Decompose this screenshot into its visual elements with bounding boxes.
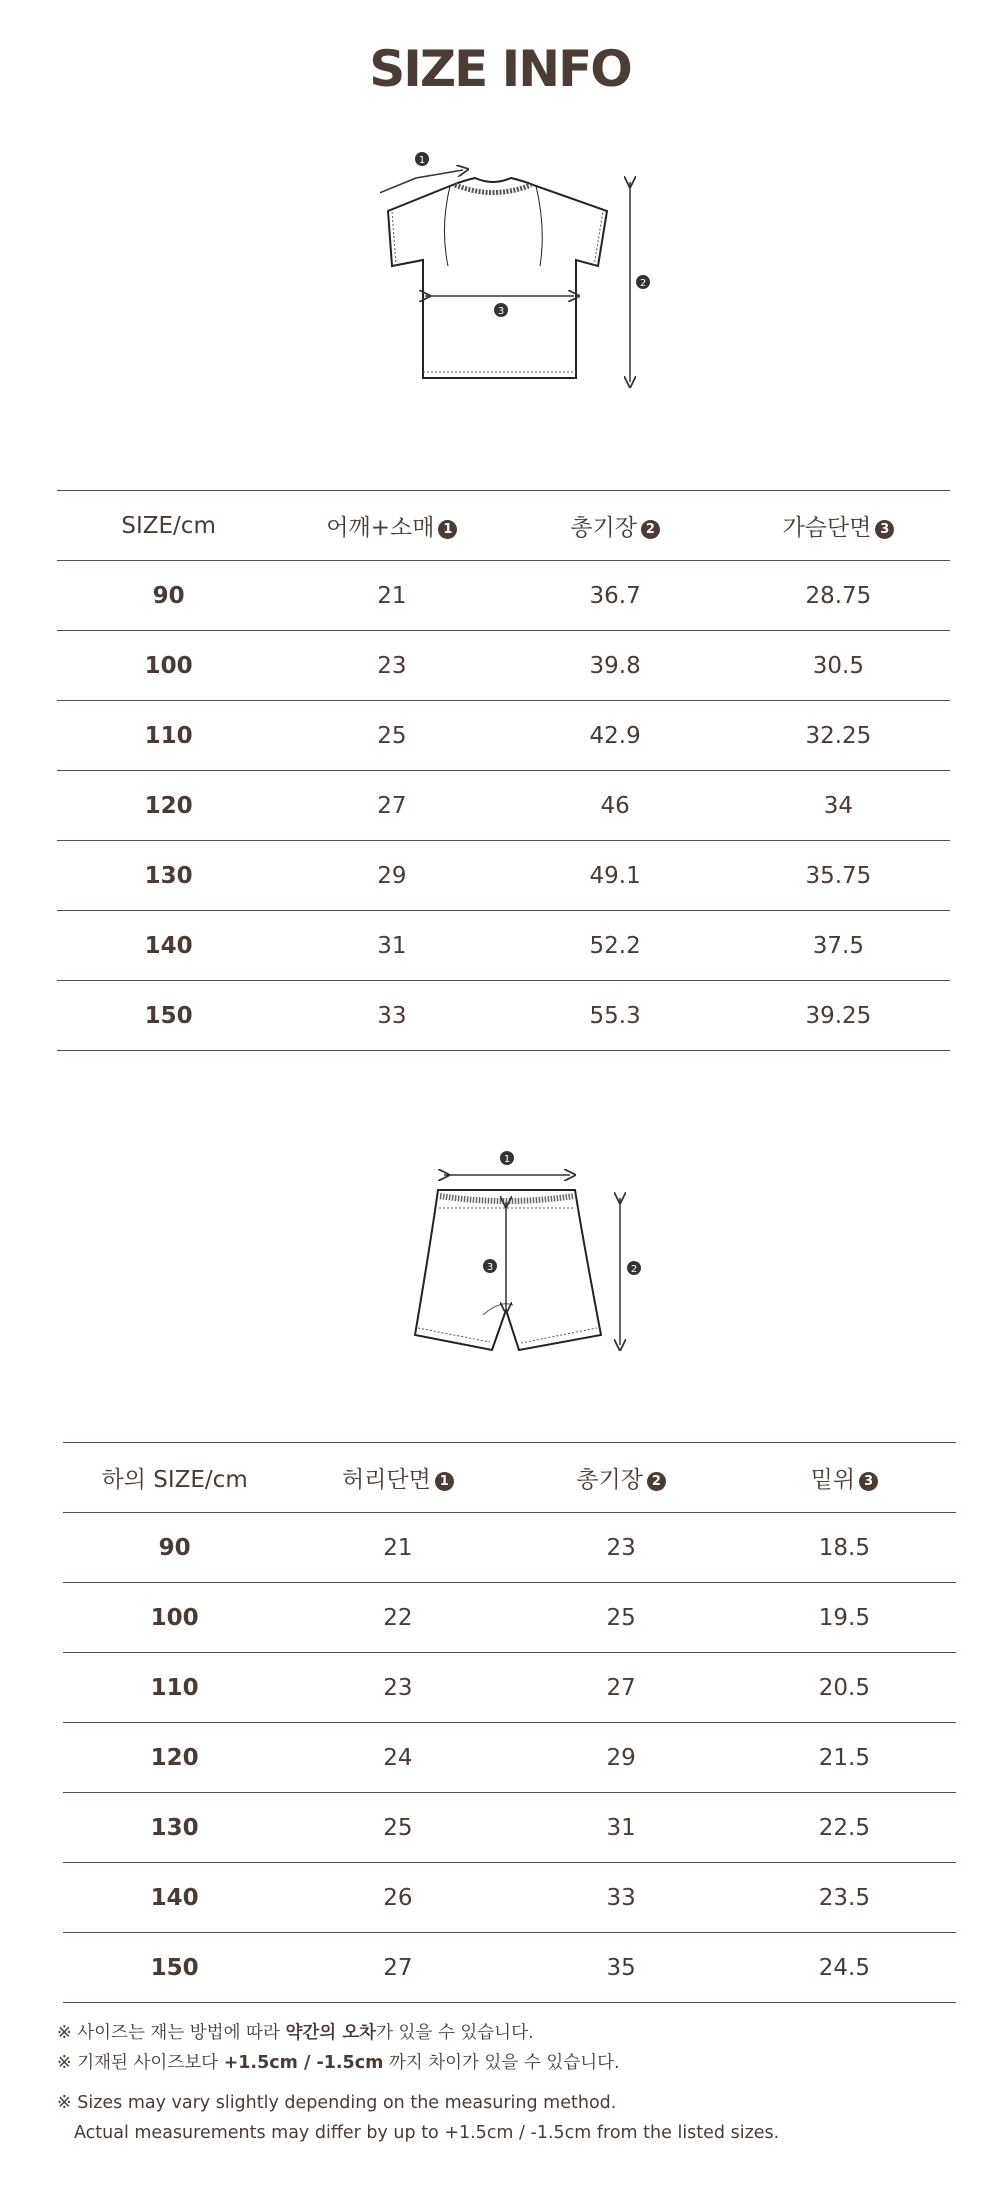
tshirt-diagram — [380, 148, 650, 388]
top-size-table — [57, 490, 950, 1051]
col-header: SIZE/cm — [57, 491, 280, 561]
table-row: 110 23 27 20.5 — [63, 1653, 956, 1723]
col-header: 총기장 2 — [504, 491, 727, 561]
table-header-row — [63, 1443, 956, 1513]
number-2-icon: 2 — [641, 520, 660, 539]
table-row: 140 26 33 23.5 — [63, 1863, 956, 1933]
col-header: 하의 SIZE/cm — [63, 1443, 286, 1513]
table-row: 110 25 42.9 32.25 — [57, 701, 950, 771]
size-notes — [57, 2018, 779, 2148]
table-row: 150 33 55.3 39.25 — [57, 981, 950, 1051]
svg-text:2: 2 — [639, 278, 647, 289]
table-row: 90 21 23 18.5 — [63, 1513, 956, 1583]
col-header: 어깨+소매 1 — [280, 491, 503, 561]
table-row: 100 22 25 19.5 — [63, 1583, 956, 1653]
col-header: 총기장 2 — [510, 1443, 733, 1513]
svg-text:1: 1 — [503, 1154, 511, 1165]
number-1-icon: 1 — [438, 520, 457, 539]
number-2-icon: 2 — [647, 1472, 666, 1491]
table-row: 140 31 52.2 37.5 — [57, 911, 950, 981]
col-header: 밑위 3 — [733, 1443, 956, 1513]
page-title: SIZE INFO — [369, 40, 631, 98]
note-line: ※ 기재된 사이즈보다 +1.5cm / -1.5cm 까지 차이가 있을 수 있습니다. — [57, 2053, 620, 2073]
col-header: 가슴단면 3 — [727, 491, 950, 561]
table-header-row — [57, 491, 950, 561]
svg-text:3: 3 — [486, 1262, 494, 1273]
number-3-icon: 3 — [875, 520, 894, 539]
svg-text:2: 2 — [630, 1264, 638, 1275]
svg-text:3: 3 — [497, 306, 505, 317]
shorts-diagram — [405, 1140, 655, 1360]
note-line: ※ Sizes may vary slightly depending on the measuring method. — [57, 2093, 617, 2113]
bottom-size-table — [63, 1442, 956, 2003]
table-row: 100 23 39.8 30.5 — [57, 631, 950, 701]
note-line: Actual measurements may differ by up to +1.5cm / -1.5cm from the listed sizes. — [74, 2123, 780, 2143]
col-header: 허리단면 1 — [286, 1443, 509, 1513]
number-1-icon: 1 — [435, 1472, 454, 1491]
table-row: 130 29 49.1 35.75 — [57, 841, 950, 911]
svg-text:1: 1 — [418, 155, 426, 166]
number-3-icon: 3 — [859, 1472, 878, 1491]
table-row: 120 24 29 21.5 — [63, 1723, 956, 1793]
table-row: 150 27 35 24.5 — [63, 1933, 956, 2003]
table-row: 90 21 36.7 28.75 — [57, 561, 950, 631]
note-line: ※ 사이즈는 재는 방법에 따라 약간의 오차가 있을 수 있습니다. — [57, 2023, 534, 2043]
table-row: 130 25 31 22.5 — [63, 1793, 956, 1863]
table-row: 120 27 46 34 — [57, 771, 950, 841]
